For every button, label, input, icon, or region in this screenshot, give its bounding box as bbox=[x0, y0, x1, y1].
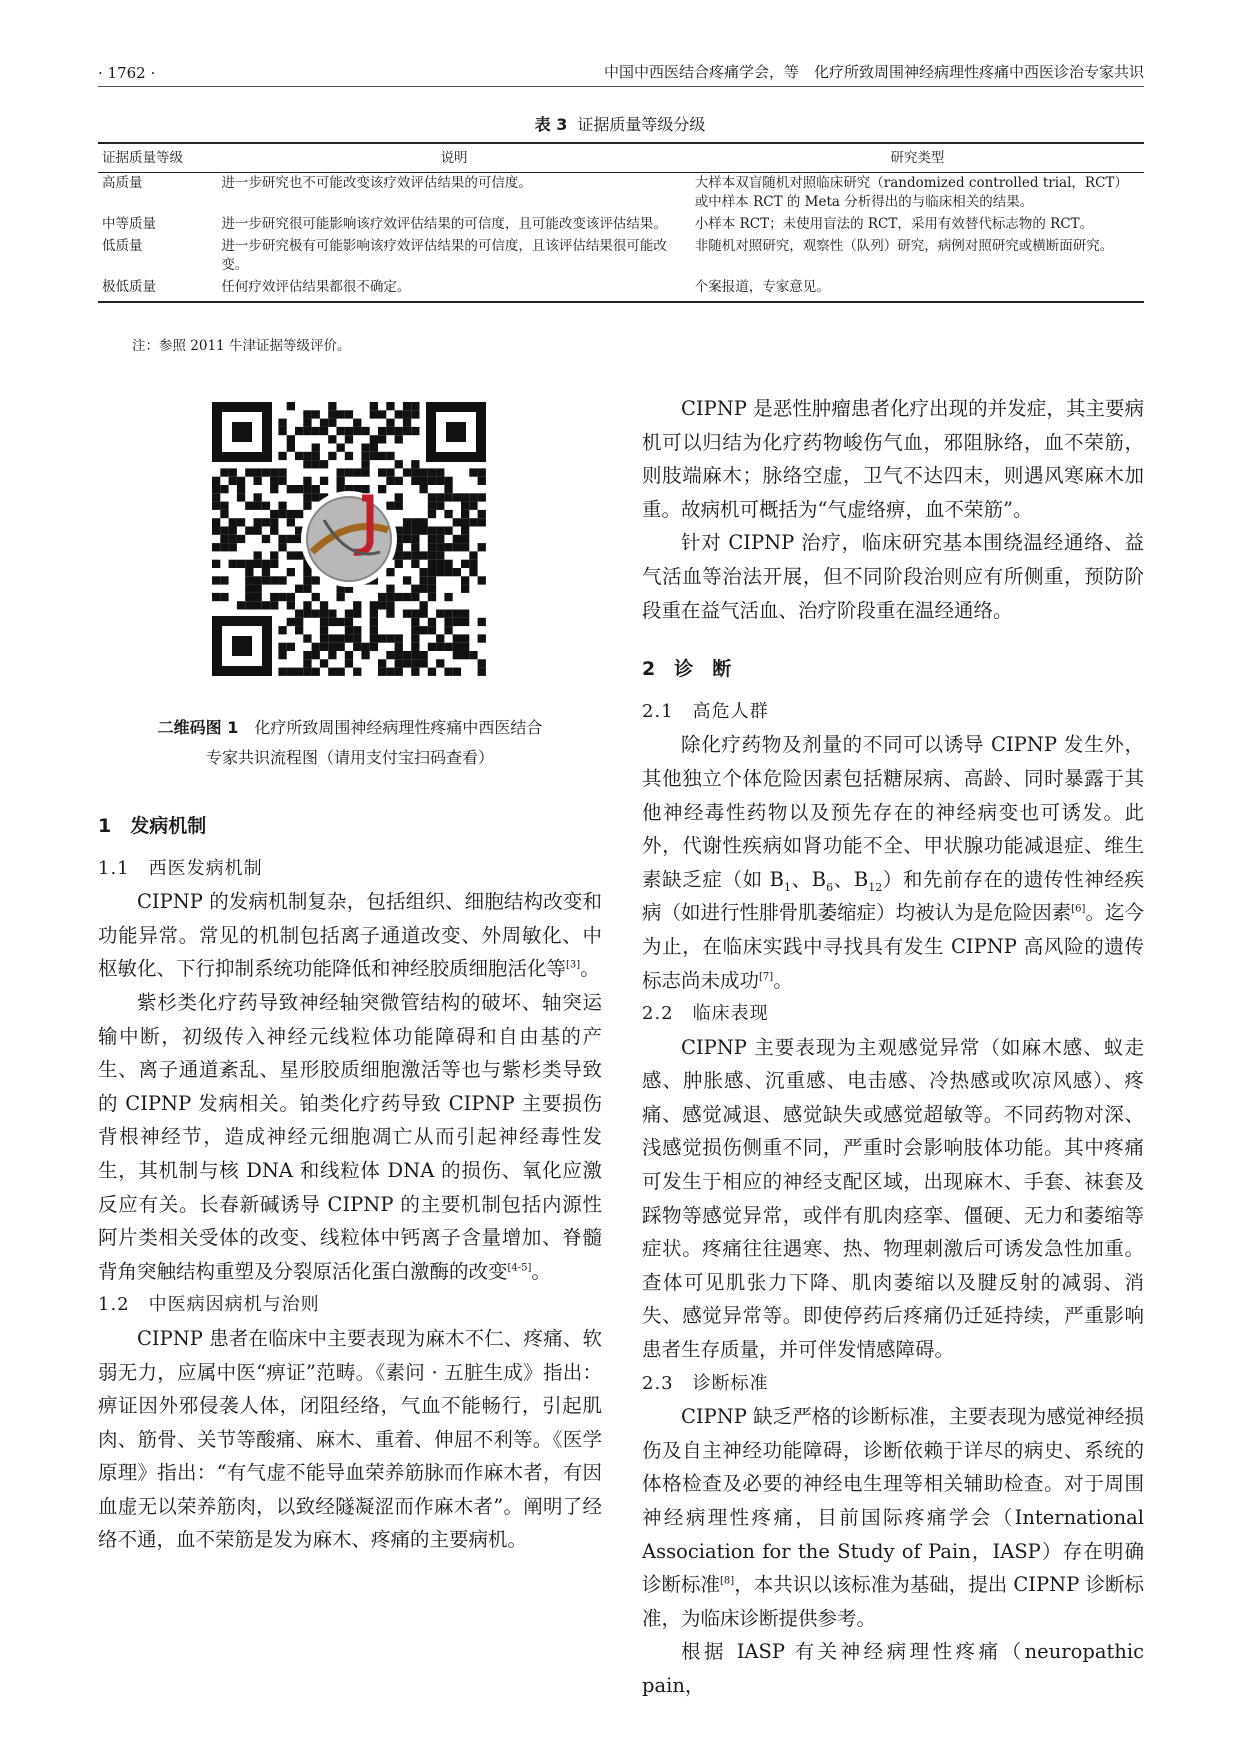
grade-cell: 低质量 bbox=[102, 238, 143, 254]
subsection-heading: 1.1 西医发病机制 bbox=[98, 857, 263, 879]
type-cell: 小样本 RCT；未使用盲法的 RCT，采用有效替代标志物的 RCT。 bbox=[694, 216, 1094, 232]
running-title: 中国中西医结合疼痛学会，等 化疗所致周围神经病理性疼痛中西医诊治专家共识 bbox=[603, 63, 1144, 81]
grade-cell: 中等质量 bbox=[102, 216, 156, 232]
type-cell: 非随机对照研究，观察性（队列）研究，病例对照研究或横断面研究。 bbox=[694, 238, 1114, 254]
qr-center-logo bbox=[301, 491, 397, 587]
subsection-heading: 2.3 诊断标准 bbox=[642, 1372, 769, 1394]
qr-label: 二维码图 1 bbox=[157, 718, 239, 737]
evidence-quality-table bbox=[98, 142, 1144, 303]
section-heading: 2 诊 断 bbox=[642, 658, 732, 681]
table-row bbox=[98, 214, 1144, 236]
table-title: 证据质量等级分级 bbox=[577, 115, 706, 134]
grade-cell: 极低质量 bbox=[98, 277, 217, 302]
table-row bbox=[98, 277, 1144, 302]
type-cell: 个案报道，专家意见。 bbox=[691, 277, 1144, 302]
column-header: 证据质量等级 bbox=[98, 143, 217, 173]
table-note: 注：参照 2011 牛津证据等级评价。 bbox=[132, 338, 351, 354]
page-number: · 1762 · bbox=[98, 64, 156, 82]
running-header bbox=[98, 56, 1144, 82]
column-header: 说明 bbox=[217, 143, 690, 173]
subsection-heading: 2.1 高危人群 bbox=[642, 700, 769, 722]
desc-cell: 进一步研究也不可能改变该疗效评估结果的可信度。 bbox=[221, 175, 532, 191]
section-heading: 1 发病机制 bbox=[98, 815, 207, 837]
paragraph: 除化疗药物及剂量的不同可以诱导 CIPNP 发生外，其他独立个体危险因素包括糖尿病、高龄、同时暴露于其他神经毒性药物以及预先存在的神经病变也可诱发。此外，代谢性疾病如肾功能不全、甲状腺功能减退症、维生素缺乏症（如 $B_1$、$B_6$、$B_{12}$）和先前存在的遗传性神经疾病（如进行性腓骨肌萎缩症）均被认为是危险因素[6]。迄今为止，在临床实践中寻找具有发生 CIPNP 高风险的遗传标志尚未成功[7]。 bbox=[642, 733, 1144, 992]
table-row bbox=[98, 236, 1144, 277]
qr-caption bbox=[110, 713, 590, 773]
grade-cell: 高质量 bbox=[102, 175, 143, 191]
table-row bbox=[98, 173, 1144, 215]
citation: [3] bbox=[566, 959, 581, 971]
desc-cell: 进一步研究极有可能影响该疗效评估结果的可信度，且该评估结果很可能改变。 bbox=[221, 238, 667, 273]
table-label: 表 3 bbox=[534, 115, 568, 134]
citation: [7] bbox=[759, 971, 774, 982]
qr-caption-line1: 化疗所致周围神经病理性疼痛中西医结合 bbox=[254, 718, 543, 737]
subsection-heading: 1.2 中医病因病机与治则 bbox=[98, 1294, 320, 1316]
desc-cell: 进一步研究很可能影响该疗效评估结果的可信度，且可能改变该评估结果。 bbox=[221, 216, 667, 232]
qr-code[interactable] bbox=[212, 402, 486, 676]
header-rule bbox=[98, 86, 1144, 87]
citation: [6] bbox=[1071, 903, 1086, 915]
paragraph: 针对 CIPNP 治疗，临床研究基本围绕温经通络、益气活血等治法开展，但不同阶段治则应有所侧重，预防阶段重在益气活血、治疗阶段重在温经通络。 bbox=[642, 531, 1144, 622]
type-cell: 大样本双盲随机对照临床研究（randomized controlled trial，RCT）或中样本 RCT 的 Meta 分析得出的与临床相关的结果。 bbox=[694, 175, 1128, 210]
paragraph: CIPNP 患者在临床中主要表现为麻木不仁、疼痛、软弱无力，应属中医“痹证”范畴。《素问 · 五脏生成》指出：痹证因外邪侵袭人体，闭阻经络，气血不能畅行，引起肌肉、筋骨、关节等酸痛、麻木、重着、伸屈不利等。《医学原理》指出：“有气虚不能导血荣养筋脉而作麻木者，有因血虚无以荣养筋肉，以致经隧凝涩而作麻木者”。阐明了经络不通，血不荣筋是发为麻木、疼痛的主要病机。 bbox=[98, 1326, 602, 1552]
paragraph: CIPNP 缺乏严格的诊断标准，主要表现为感觉神经损伤及自主神经功能障碍，诊断依赖于详尽的病史、系统的体格检查及必要的神经电生理等相关辅助检查。对于周围神经病理性疼痛，目前国际疼痛学会（International Association for the Study of Pain，IASP）存在明确诊断标准[8]，本共识以该标准为基础，提出 CIPNP 诊断标准，为临床诊断提供参考。 bbox=[642, 1405, 1145, 1630]
left-column bbox=[98, 810, 602, 1557]
right-column bbox=[642, 392, 1144, 1703]
qr-caption-line2: 专家共识流程图（请用支付宝扫码查看） bbox=[205, 748, 494, 767]
paragraph: CIPNP 的发病机制复杂，包括组织、细胞结构改变和功能异常。常见的机制包括离子通道改变、外周敏化、中枢敏化、下行抑制系统功能降低和神经胶质细胞活化等[3]。 bbox=[98, 890, 602, 981]
table-header-row bbox=[98, 143, 1144, 173]
citation: [4-5] bbox=[507, 1262, 532, 1274]
column-header: 研究类型 bbox=[691, 143, 1144, 173]
paragraph: CIPNP 是恶性肿瘤患者化疗出现的并发症，其主要病机可以归结为化疗药物峻伤气血，邪阻脉络，血不荣筋，则肢端麻木；脉络空虚，卫气不达四末，则遇风寒麻木加重。故病机可概括为“气虚络痹，血不荣筋”。 bbox=[642, 397, 1144, 521]
citation: [8] bbox=[720, 1575, 735, 1587]
paragraph: 根据 IASP 有关神经病理性疼痛（neuropathic pain， bbox=[642, 1640, 1144, 1697]
table-caption bbox=[0, 112, 1240, 135]
paragraph: CIPNP 主要表现为主观感觉异常（如麻木感、蚁走感、肿胀感、沉重感、电击感、冷热感或吹凉风感）、疼痛、感觉减退、感觉缺失或感觉超敏等。不同药物对深、浅感觉损伤侧重不同，严重时会影响肢体功能。其中疼痛可发生于相应的神经支配区域，出现麻木、手套、袜套及踩物等感觉异常，或伴有肌肉痉挛、僵硬、无力和萎缩等症状。疼痛往往遇寒、热、物理刺激后可诱发急性加重。查体可见肌张力下降、肌肉萎缩以及腱反射的减弱、消失、感觉异常等。即使停药后疼痛仍迁延持续，严重影响患者生存质量，并可伴发情感障碍。 bbox=[642, 1035, 1144, 1362]
desc-cell: 任何疗效评估结果都很不确定。 bbox=[217, 277, 690, 302]
subsection-heading: 2.2 临床表现 bbox=[642, 1003, 769, 1025]
paragraph: 紫杉类化疗药导致神经轴突微管结构的破坏、轴突运输中断，初级传入神经元线粒体功能障碍和自由基的产生、离子通道紊乱、星形胶质细胞激活等也与紫杉类导致的 CIPNP 发病相关。铂类化疗药导致 CIPNP 主要损伤背根神经节，造成神经元细胞凋亡从而引起神经毒性发生，其机制与核 DNA 和线粒体 DNA 的损伤、氧化应激反应有关。长春新碱诱导 CIPNP 的主要机制包括内源性阿片类相关受体的改变、线粒体中钙离子含量增加、脊髓背角突触结构重塑及分裂原活化蛋白激酶的改变[4-5]。 bbox=[98, 990, 602, 1283]
